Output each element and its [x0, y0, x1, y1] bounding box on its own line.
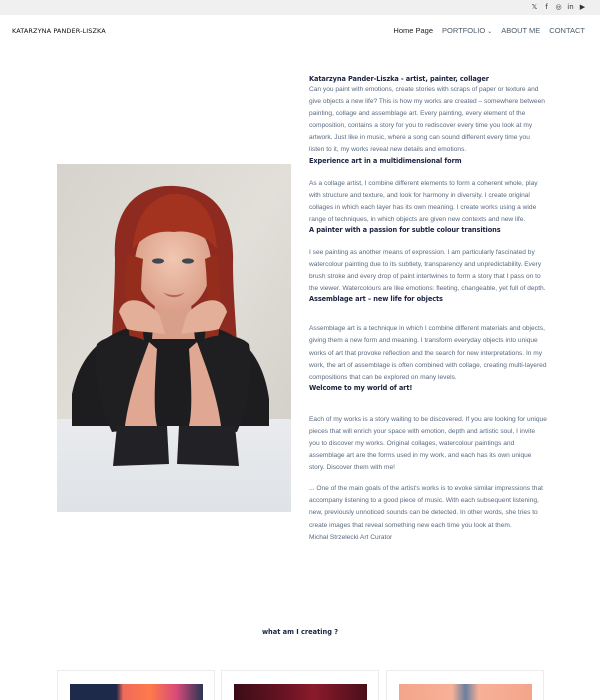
top-bar [0, 0, 600, 15]
section-title: what am I creating ? [261, 628, 339, 636]
nav-about[interactable]: ABOUT ME [501, 26, 541, 35]
artist-portrait [57, 164, 291, 512]
intro-content [309, 75, 547, 544]
quote-author: Michał Strzelecki Art Curator [309, 533, 393, 541]
site-header [0, 15, 600, 49]
paragraph-assemblage: Assemblage art is a technique in which I combine different materials and objects, giving them a new form and meaning. I transform everyday objects into unique works of art that provoke reflection and the search for new interpretations. In my work, the art of assemblage is often combined with collage, creating multi-layered compositions that can be explored on many levels. [309, 325, 547, 381]
paragraph-intro: Can you paint with emotions, create stories with scraps of paper or texture and give objects a new life? This is how my works are created – somewhere between painting, collage and assemblage art. Every painting, every element of the composition, contains a story for you to rediscover every time you look at my artwork. Just like in music, where a song can sound different every time you listen to it, my works reveal new details and emotions. [309, 86, 545, 154]
paragraph-welcome: Each of my works is a story waiting to be discovered. If you are looking for unique pieces that will enrich your space with emotion, depth and artistic soul, I invite you to discover my works. Original collages, watercolour paintings and assemblage art are the forms used in my work, and each has its own unique story. Discover them with me! [309, 415, 547, 472]
site-logo[interactable]: KATARZYNA PANDER-LISZKA [12, 27, 106, 35]
nav-portfolio-label: PORTFOLIO [442, 26, 486, 35]
heading-multidimensional: Experience art in a multidimensional form [309, 156, 462, 165]
paragraph-collage: As a collage artist, I combine different elements to form a coherent whole, play with structure and texture, and look for harmony in diversity. I create original collages in which each layer has its own meaning. I create works using a wide range of techniques, in which objects are given new contexts and new life. [309, 179, 538, 223]
facebook-icon[interactable]: f [545, 3, 548, 11]
portfolio-card[interactable] [386, 670, 544, 700]
paragraph-quote: ... One of the main goals of the artist's works is to evoke similar impressions that accompany listening to a good piece of music. With each subsequent listening, new, previously unnoticed sounds can be detected. In other words, she tries to create images that reveal something new each time you look at them. [309, 485, 543, 529]
youtube-icon[interactable]: ▶ [579, 3, 586, 11]
heading-intro: Katarzyna Pander-Liszka - artist, painter, collager [309, 75, 489, 83]
social-links [531, 2, 586, 13]
portfolio-card[interactable] [221, 670, 379, 700]
x-icon[interactable]: 𝕏 [531, 3, 538, 11]
main-nav [393, 26, 585, 35]
card-thumbnail [70, 684, 203, 700]
heading-welcome: Welcome to my world of art! [309, 383, 413, 392]
nav-home[interactable]: Home Page [393, 26, 434, 35]
heading-painter: A painter with a passion for subtle colour transitions [309, 225, 501, 234]
instagram-icon[interactable]: ◎ [555, 3, 562, 11]
nav-portfolio[interactable] [442, 26, 492, 35]
chevron-down-icon: ⌄ [487, 29, 493, 35]
linkedin-icon[interactable]: in [567, 3, 574, 11]
nav-contact[interactable]: CONTACT [549, 26, 585, 35]
paragraph-painting: I see painting as another means of expression. I am particularly fascinated by watercolour painting due to its subtlety, transparency and unpredictability. Every brush stroke and every drop of paint intertwines to form a story that I pass on to the viewer. Watercolours are like emotions: fleeting, changeable, yet full of depth. [309, 248, 546, 293]
card-thumbnail [234, 684, 367, 700]
heading-assemblage: Assemblage art – new life for objects [309, 295, 443, 304]
card-thumbnail [399, 684, 532, 700]
portfolio-card[interactable] [57, 670, 215, 700]
